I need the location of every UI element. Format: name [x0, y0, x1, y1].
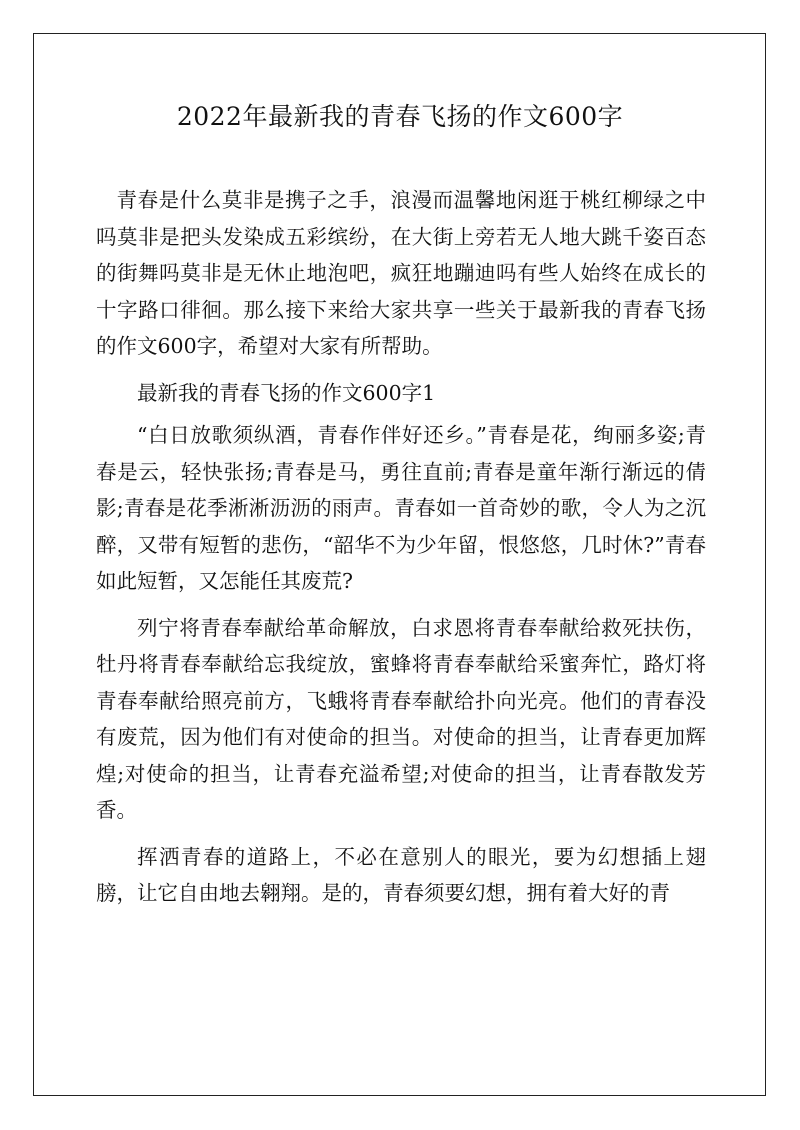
paragraph-dedication: 列宁将青春奉献给革命解放，白求恩将青春奉献给救死扶伤，牡丹将青春奉献给忘我绽放，蜜蜂将青春奉献给采蜜奔忙，路灯将青春奉献给照亮前方，飞蛾将青春奉献给扑向光亮。他们的青春没有废荒，因为他们有对使命的担当。对使命的担当，让青春更加辉煌;对使命的担当，让青春充溢希望;对使命的担当，让青春散发芳香。 [96, 615, 706, 822]
document-title: 2022年最新我的青春飞扬的作文600字 [176, 102, 624, 131]
paragraph-intro: 青春是什么莫非是携子之手，浪漫而温馨地闲逛于桃红柳绿之中吗莫非是把头发染成五彩缤纷，在大街上旁若无人地大跳千姿百态的街舞吗莫非是无休止地泡吧，疯狂地蹦迪吗有些人始终在成长的十字路口徘徊。那么接下来给大家共享一些关于最新我的青春飞扬的作文600字，希望对大家有所帮助。 [96, 188, 706, 358]
paragraph-dreams: 挥洒青春的道路上，不必在意别人的眼光，要为幻想插上翅膀，让它自由地去翱翔。是的，青春须要幻想，拥有着大好的青 [96, 844, 706, 905]
section-heading: 最新我的青春飞扬的作文600字1 [137, 380, 436, 405]
document-body [96, 182, 706, 922]
paragraph-quote: “白日放歌须纵酒，青春作伴好还乡。”青春是花，绚丽多姿;青春是云，轻快张扬;青春是马，勇往直前;青春是童年渐行渐远的倩影;青春是花季淅淅沥沥的雨声。青春如一首奇妙的歌，令人为之沉醉，又带有短暂的悲伤，“韶华不为少年留，恨悠悠，几时休?”青春如此短暂，又怎能任其废荒? [96, 423, 706, 593]
